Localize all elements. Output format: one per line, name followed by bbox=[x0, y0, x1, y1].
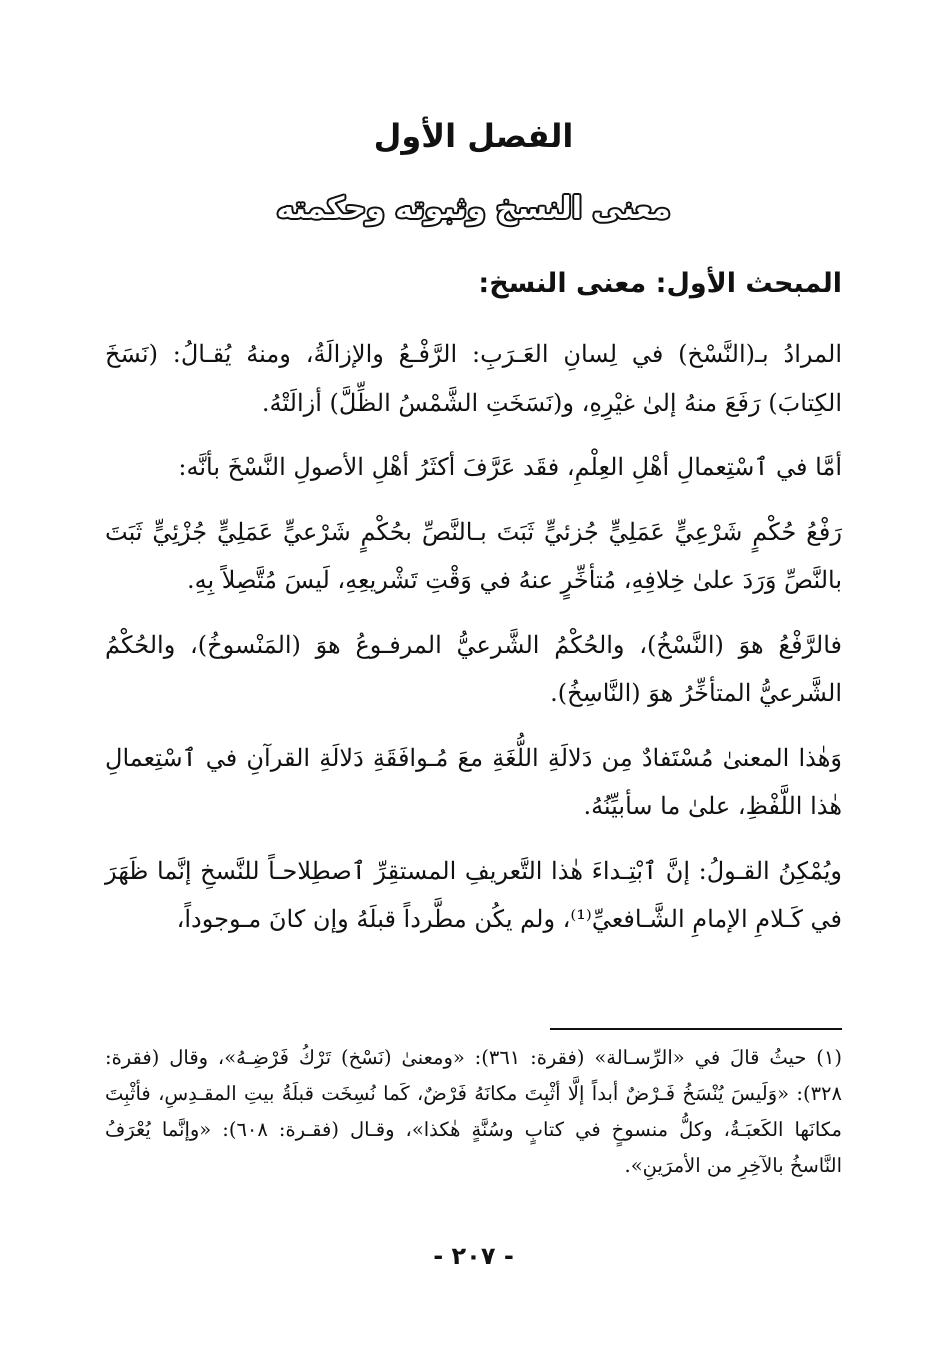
footnote bbox=[105, 1040, 842, 1184]
paragraph-definition-language: المرادُ بـ(النَّسْخ) في لِسانِ العَـرَبِ: الرَّفْـعُ والإزالَةُ، ومنهُ يُقـالُ: (نَسَخَ الكِتابَ) رَفَعَ منهُ إلىٰ غيْرِهِ، و(نَسَخَتِ الشَّمْسُ الظِّلَّ) أزالَتْهُ. bbox=[105, 340, 843, 417]
paragraph-technical-definition: رَفْعُ حُكْمٍ شَرْعِيٍّ عَمَلِيٍّ جُزئيٍّ ثَبَتَ بـالنَّصِّ بحُكْمٍ شَرْعيٍّ عَمَلِيٍّ جُزْئِيٍّ ثَبَتَ بالنَّصِّ وَرَدَ علىٰ خِلافِهِ، مُتأخِّرٍ عنهُ في وَقْتِ تَشْريعِهِ، لَيسَ مُتَّصِلاً بِهِ. bbox=[105, 517, 842, 594]
section-heading: المبحث الأول: معنى النسخ: bbox=[478, 268, 842, 299]
body-text bbox=[105, 330, 842, 960]
paragraph-shafii: ويُمْكِنُ القـولُ: إنَّ ٱبْتِـداءَ هٰذا التَّعريفِ المستقِرِّ ٱصطِلاحـاً للنَّسخِ إنَّما ظَهَرَ في كَـلامِ الإمامِ الشَّـافعيِّ⁽¹⁾، ولم يكُن مطَّرداً قبلَهُ وإن كانَ مـوجوداً، bbox=[105, 856, 842, 933]
paragraph-scholars-usage: أمَّا في ٱسْتِعمالِ أهْلِ العِلْمِ، فقَد عَرَّفَ أكثَرُ أهْلِ الأصولِ النَّسْخَ بأنَّه: bbox=[178, 453, 842, 481]
footnote-text: (١) حيثُ قالَ في «الرِّسـالة» (فقرة: ٣٦١): «ومعنىٰ (نَسْخ) تَرْكُ فَرْضِـهُ»، وقال (فقرة: ٣٢٨): «وَلَيسَ يُنْسَخُ فَـرْضٌ أبداً إلَّا أثْبِتَ مكانَهُ فَرْضٌ، كَما نُسِخَت قبلَةُ بيتِ المقـدِسِ، فأثْبِتَ مكانَها الكَعبَـةُ، وكلُّ منسوخٍ في كتابٍ وسُنَّةٍ هٰكذا»، وقـال (فقـرة: ٦٠٨): «وإنَّما يُعْرَفُ النَّاسخُ بالآخِرِ من الأمرَينِ». bbox=[105, 1046, 842, 1177]
paragraph-terms-explained: فالرَّفْعُ هوَ (النَّسْخُ)، والحُكْمُ الشَّرعيُّ المرفـوعُ هوَ (المَنْسوخُ)، والحُكْمُ الشَّرعيُّ المتأخِّرُ هوَ (النَّاسِخُ). bbox=[105, 630, 842, 707]
chapter-title: الفصل الأول bbox=[373, 117, 574, 155]
chapter-subtitle: معنى النسخ وثبوته وحكمته bbox=[276, 191, 671, 226]
page-number: - ٢٠٧ - bbox=[433, 1242, 514, 1270]
footnote-divider bbox=[550, 1028, 842, 1030]
paragraph-meaning-source: وَهٰذا المعنىٰ مُسْتَفادٌ مِن دَلالَةِ اللُّغَةِ معَ مُـوافَقَةِ دَلالَةِ القرآنِ في ٱسْتِعمالِ هٰذا اللَّفْظِ، علىٰ ما سأبيِّنُهُ. bbox=[105, 743, 842, 820]
